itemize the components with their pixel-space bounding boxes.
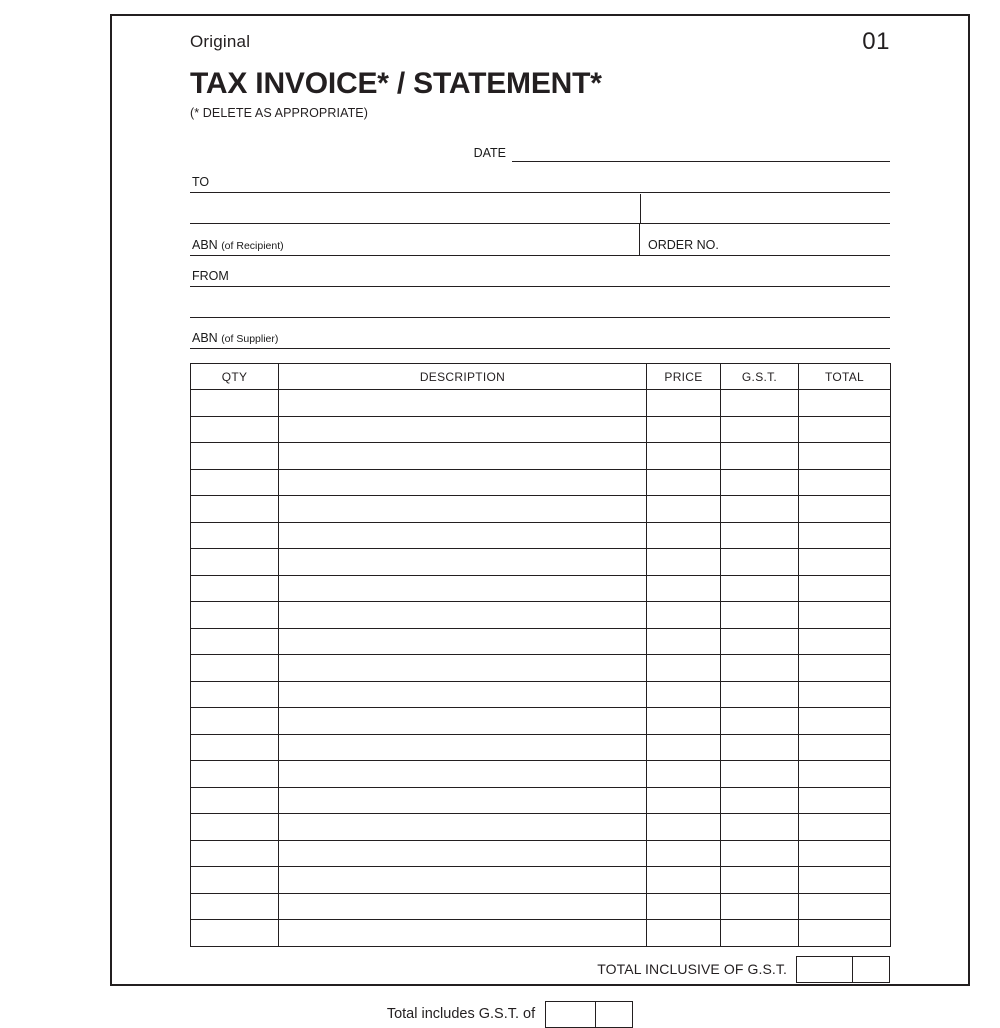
cell-qty[interactable] (191, 761, 279, 788)
order-no-label: ORDER NO. (648, 238, 719, 252)
table-row (191, 549, 891, 576)
date-field-row (190, 136, 890, 162)
cell-gst[interactable] (721, 443, 799, 470)
table-row (191, 681, 891, 708)
cell-description[interactable] (279, 628, 647, 655)
cell-qty[interactable] (191, 496, 279, 523)
cell-gst[interactable] (721, 549, 799, 576)
cell-total[interactable] (799, 920, 891, 947)
table-row (191, 787, 891, 814)
cell-qty[interactable] (191, 575, 279, 602)
cell-price[interactable] (647, 814, 721, 841)
column-header-total: TOTAL (799, 364, 891, 390)
cell-qty[interactable] (191, 522, 279, 549)
cell-price[interactable] (647, 893, 721, 920)
table-row (191, 761, 891, 788)
cell-qty[interactable] (191, 443, 279, 470)
table-row (191, 575, 891, 602)
invoice-page (110, 14, 970, 1022)
cell-description[interactable] (279, 575, 647, 602)
abn-supplier-field[interactable] (190, 318, 890, 349)
cell-price[interactable] (647, 390, 721, 417)
total-inclusive-cents[interactable] (853, 957, 889, 982)
cell-qty[interactable] (191, 416, 279, 443)
cell-qty[interactable] (191, 814, 279, 841)
cell-total[interactable] (799, 655, 891, 682)
total-inclusive-row (190, 956, 890, 983)
cell-description[interactable] (279, 602, 647, 629)
total-inclusive-boxes (796, 956, 890, 983)
cell-total[interactable] (799, 893, 891, 920)
table-body (191, 390, 891, 947)
cell-total[interactable] (799, 602, 891, 629)
cell-description[interactable] (279, 390, 647, 417)
cell-gst[interactable] (721, 416, 799, 443)
column-header-price: PRICE (647, 364, 721, 390)
cell-price[interactable] (647, 628, 721, 655)
cell-description[interactable] (279, 840, 647, 867)
cell-total[interactable] (799, 416, 891, 443)
from-field[interactable] (190, 256, 890, 287)
cell-description[interactable] (279, 522, 647, 549)
gst-total-label: Total includes G.S.T. of (386, 1006, 536, 1022)
cell-description[interactable] (279, 655, 647, 682)
cell-total[interactable] (799, 443, 891, 470)
invoice-content (190, 28, 890, 1028)
cell-description[interactable] (279, 920, 647, 947)
gst-total-cents[interactable] (596, 1002, 632, 1027)
table-row (191, 867, 891, 894)
page-title: TAX INVOICE* / STATEMENT* (190, 67, 602, 100)
cell-total[interactable] (799, 840, 891, 867)
cell-total[interactable] (799, 575, 891, 602)
date-label: DATE (473, 146, 506, 160)
cell-description[interactable] (279, 549, 647, 576)
copy-type-label: Original (190, 32, 251, 51)
cell-price[interactable] (647, 920, 721, 947)
column-header-gst: G.S.T. (721, 364, 799, 390)
to-label: TO (192, 175, 210, 189)
table-row (191, 893, 891, 920)
cell-gst[interactable] (721, 602, 799, 629)
cell-total[interactable] (799, 681, 891, 708)
cell-gst[interactable] (721, 575, 799, 602)
cell-total[interactable] (799, 761, 891, 788)
cell-description[interactable] (279, 814, 647, 841)
table-row (191, 416, 891, 443)
table-row (191, 443, 891, 470)
cell-total[interactable] (799, 814, 891, 841)
cell-price[interactable] (647, 734, 721, 761)
cell-total[interactable] (799, 549, 891, 576)
cell-description[interactable] (279, 496, 647, 523)
cell-price[interactable] (647, 443, 721, 470)
cell-qty[interactable] (191, 469, 279, 496)
cell-gst[interactable] (721, 893, 799, 920)
copy-number: 01 (862, 28, 890, 55)
cell-description[interactable] (279, 734, 647, 761)
table-row (191, 390, 891, 417)
cell-price[interactable] (647, 655, 721, 682)
cell-total[interactable] (799, 496, 891, 523)
cell-gst[interactable] (721, 708, 799, 735)
cell-description[interactable] (279, 416, 647, 443)
cell-gst[interactable] (721, 761, 799, 788)
cell-qty[interactable] (191, 628, 279, 655)
cell-description[interactable] (279, 761, 647, 788)
total-inclusive-dollars[interactable] (797, 957, 853, 982)
cell-gst[interactable] (721, 840, 799, 867)
cell-price[interactable] (647, 840, 721, 867)
header-fields (190, 136, 890, 349)
table-row (191, 522, 891, 549)
cell-gst[interactable] (721, 628, 799, 655)
column-header-qty: QTY (191, 364, 279, 390)
column-divider (640, 194, 641, 224)
from-label: FROM (192, 269, 229, 283)
from-field-second-line[interactable] (190, 287, 890, 318)
line-items-table (190, 363, 891, 947)
to-field-second-line[interactable] (190, 193, 890, 224)
cell-qty[interactable] (191, 840, 279, 867)
date-input[interactable] (512, 143, 890, 162)
cell-description[interactable] (279, 469, 647, 496)
cell-price[interactable] (647, 575, 721, 602)
table-row (191, 708, 891, 735)
abn-recipient-suffix: (of Recipient) (221, 240, 284, 252)
cell-total[interactable] (799, 390, 891, 417)
cell-description[interactable] (279, 708, 647, 735)
cell-qty[interactable] (191, 655, 279, 682)
cell-gst[interactable] (721, 469, 799, 496)
cell-gst[interactable] (721, 390, 799, 417)
cell-price[interactable] (647, 416, 721, 443)
cell-total[interactable] (799, 628, 891, 655)
cell-price[interactable] (647, 787, 721, 814)
table-row (191, 734, 891, 761)
cell-qty[interactable] (191, 787, 279, 814)
cell-gst[interactable] (721, 655, 799, 682)
table-row (191, 469, 891, 496)
page-subtitle: (* DELETE AS APPROPRIATE) (190, 106, 369, 120)
cell-qty[interactable] (191, 681, 279, 708)
cell-total[interactable] (799, 734, 891, 761)
table-header-row (191, 364, 891, 390)
cell-gst[interactable] (721, 787, 799, 814)
cell-price[interactable] (647, 522, 721, 549)
cell-price[interactable] (647, 469, 721, 496)
cell-qty[interactable] (191, 893, 279, 920)
cell-price[interactable] (647, 549, 721, 576)
table-row (191, 496, 891, 523)
cell-description[interactable] (279, 443, 647, 470)
cell-gst[interactable] (721, 867, 799, 894)
column-header-description: DESCRIPTION (279, 364, 647, 390)
total-inclusive-label: TOTAL INCLUSIVE OF G.S.T. (597, 961, 787, 977)
abn-recipient-field[interactable] (190, 224, 640, 256)
cell-gst[interactable] (721, 920, 799, 947)
gst-total-boxes (545, 1001, 633, 1028)
cell-gst[interactable] (721, 814, 799, 841)
table-row (191, 814, 891, 841)
cell-gst[interactable] (721, 522, 799, 549)
cell-total[interactable] (799, 708, 891, 735)
cell-qty[interactable] (191, 920, 279, 947)
cell-qty[interactable] (191, 708, 279, 735)
cell-price[interactable] (647, 496, 721, 523)
abn-recipient-label-text: ABN (192, 238, 218, 252)
cell-description[interactable] (279, 867, 647, 894)
document-header (190, 28, 890, 56)
cell-price[interactable] (647, 761, 721, 788)
cell-gst[interactable] (721, 496, 799, 523)
gst-total-dollars[interactable] (546, 1002, 596, 1027)
cell-qty[interactable] (191, 602, 279, 629)
table-row (191, 840, 891, 867)
cell-price[interactable] (647, 708, 721, 735)
cell-qty[interactable] (191, 549, 279, 576)
table-row (191, 920, 891, 947)
cell-total[interactable] (799, 522, 891, 549)
cell-description[interactable] (279, 681, 647, 708)
cell-total[interactable] (799, 469, 891, 496)
table-row (191, 655, 891, 682)
abn-recipient-label (192, 238, 284, 252)
cell-description[interactable] (279, 787, 647, 814)
abn-supplier-label (192, 331, 278, 345)
cell-price[interactable] (647, 602, 721, 629)
cell-price[interactable] (647, 867, 721, 894)
cell-qty[interactable] (191, 734, 279, 761)
table-row (191, 602, 891, 629)
order-no-field[interactable] (640, 224, 890, 256)
table-row (191, 628, 891, 655)
gst-total-row (190, 1001, 890, 1028)
cell-gst[interactable] (721, 681, 799, 708)
abn-order-row (190, 224, 890, 256)
abn-supplier-label-text: ABN (192, 331, 218, 345)
cell-total[interactable] (799, 867, 891, 894)
cell-qty[interactable] (191, 390, 279, 417)
cell-qty[interactable] (191, 867, 279, 894)
cell-total[interactable] (799, 787, 891, 814)
to-field[interactable] (190, 162, 890, 193)
cell-price[interactable] (647, 681, 721, 708)
abn-supplier-suffix: (of Supplier) (221, 333, 279, 345)
cell-description[interactable] (279, 893, 647, 920)
cell-gst[interactable] (721, 734, 799, 761)
